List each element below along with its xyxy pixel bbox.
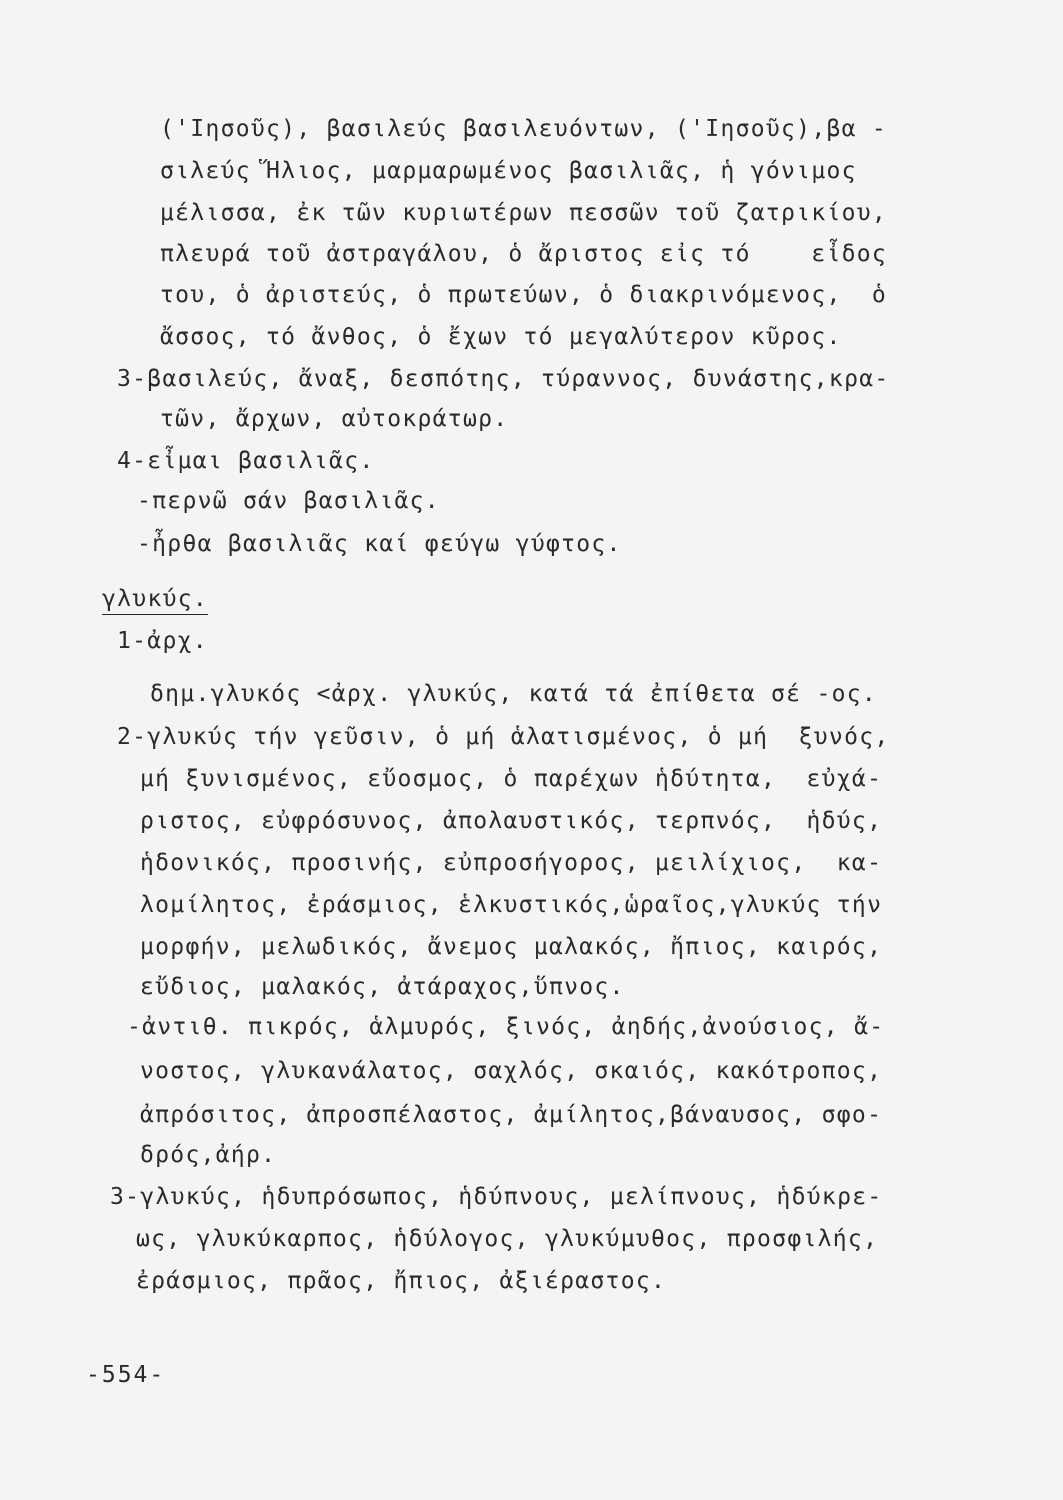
text-line: -ἀντιθ. πικρός, ἁλμυρός, ξινός, ἀηδής,ἀνούσιος, ἄ- [127,1014,885,1040]
text-line: 1-ἀρχ. [117,628,208,654]
text-line: ἀπρόσιτος, ἀπροσπέλαστος, ἀμίλητος,βάναυσος, σφο- [140,1102,883,1128]
text-line: πλευρά τοῦ ἀστραγάλου, ὁ ἄριστος εἰς τό εἶδος [160,241,888,267]
text-line: δρός,ἀήρ. [140,1142,277,1168]
text-line: του, ὁ ἀριστεύς, ὁ πρωτεύων, ὁ διακρινόμενος, ὁ [160,282,888,308]
text-line: μορφήν, μελωδικός, ἄνεμος μαλακός, ἤπιος, καιρός, [140,934,883,960]
page-number: -554- [86,1362,166,1388]
text-line: σιλεύς Ἥλιος, μαρμαρωμένος βασιλιᾶς, ἡ γόνιμος [160,158,857,184]
section-heading: γλυκύς. [102,586,209,612]
text-line: μή ξυνισμένος, εὔοσμος, ὁ παρέχων ἡδύτητα, εὐχά- [140,766,883,792]
text-line: νοστος, γλυκανάλατος, σαχλός, σκαιός, κακότροπος, [140,1058,883,1084]
text-line: ἡδονικός, προσινής, εὐπροσήγορος, μειλίχιος, κα- [140,850,883,876]
text-line: ως, γλυκύκαρπος, ἡδύλογος, γλυκύμυθος, προσφιλής, [136,1226,879,1252]
text-line: ('Ιησοῦς), βασιλεύς βασιλευόντων, ('Ιησοῦς),βα - [160,116,888,142]
text-line: ριστος, εὐφρόσυνος, ἀπολαυστικός, τερπνός, ἡδύς, [140,808,883,834]
text-line: ἐράσμιος, πρᾶος, ἤπιος, ἀξιέραστος. [136,1268,667,1294]
text-line: εὔδιος, μαλακός, ἀτάραχος,ὕπνος. [140,974,625,1000]
text-line: τῶν, ἄρχων, αὐτοκράτωρ. [160,406,509,432]
text-line: λομίλητος, ἐράσμιος, ἑλκυστικός,ὡραῖος,γλυκύς τήν [140,892,883,918]
text-line: 3-βασιλεύς, ἄναξ, δεσπότης, τύραννος, δυνάστης,κρα- [117,366,890,392]
text-line: ἄσσος, τό ἄνθος, ὁ ἔχων τό μεγαλύτερον κῦρος. [160,324,842,350]
text-line: 4-εἶμαι βασιλιᾶς. [117,448,375,474]
text-line: δημ.γλυκός <ἀρχ. γλυκύς, κατά τά ἐπίθετα σέ -ος. [150,681,878,707]
text-line: 3-γλυκύς, ἡδυπρόσωπος, ἡδύπνους, μελίπνους, ἡδύκρε- [110,1184,883,1210]
text-line: -ἦρθα βασιλιᾶς καί φεύγω γύφτος. [137,531,622,557]
text-line: -περνῶ σάν βασιλιᾶς. [137,488,440,514]
text-line: μέλισσα, ἐκ τῶν κυριωτέρων πεσσῶν τοῦ ζατρικίου, [160,200,888,226]
text-line: 2-γλυκύς τήν γεῦσιν, ὁ μή ἁλατισμένος, ὁ μή ξυνός, [117,724,890,750]
